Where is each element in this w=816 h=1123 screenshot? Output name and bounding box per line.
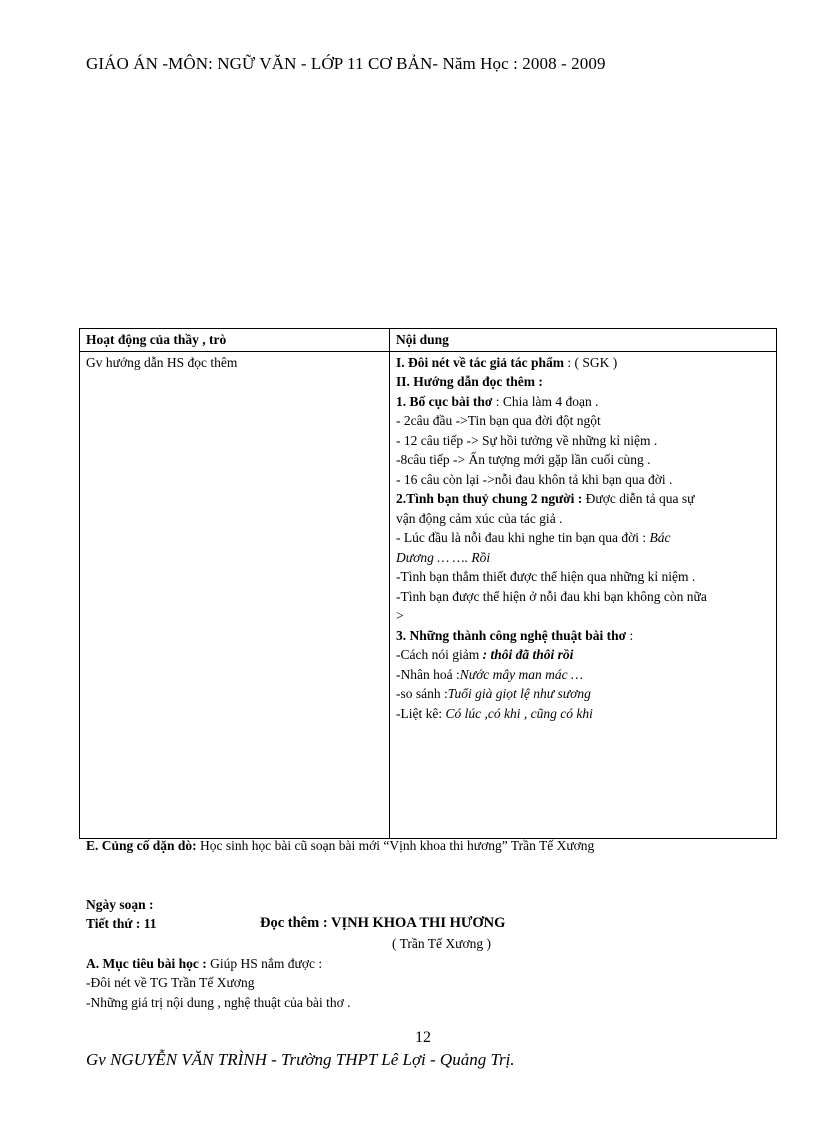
content-header: Nội dung bbox=[390, 329, 777, 352]
document-footer: Gv NGUYỄN VĂN TRÌNH - Trường THPT Lê Lợi - Quảng Trị. bbox=[86, 1050, 515, 1069]
teacher-activity-header: Hoạt động của thầy , trò bbox=[80, 329, 390, 352]
prep-date-label: Ngày soạn : bbox=[86, 897, 154, 912]
teacher-activity-cell: Gv hướng dẫn HS đọc thêm bbox=[80, 351, 390, 838]
content-cell bbox=[390, 351, 777, 838]
content-line: vận động cảm xúc của tác giả . bbox=[396, 510, 563, 526]
content-line: > bbox=[396, 608, 404, 623]
page-number: 12 bbox=[415, 1029, 431, 1046]
content-line: -Nhân hoá :Nước mây man mác … bbox=[396, 666, 584, 682]
period-label: Tiết thứ : 11 bbox=[86, 916, 157, 931]
content-line: -8câu tiếp -> Ấn tượng mới gặp lần cuối cùng . bbox=[396, 452, 651, 467]
content-line: -Cách nói giảm : thôi đã thôi rồi bbox=[396, 647, 574, 662]
lesson-title: Đọc thêm : VỊNH KHOA THI HƯƠNG bbox=[260, 915, 506, 931]
lesson-author: ( Trần Tế Xương ) bbox=[392, 936, 491, 951]
content-line: -so sánh :Tuổi già giọt lệ như sương bbox=[396, 686, 591, 701]
content-line: I. Đôi nét về tác giả tác phẩm : ( SGK ) bbox=[396, 354, 618, 370]
content-line: - 2câu đầu ->Tin bạn qua đời đột ngột bbox=[396, 413, 601, 428]
objective-item: -Những giá trị nội dung , nghệ thuật của bài thơ . bbox=[86, 995, 351, 1010]
content-line: 3. Những thành công nghệ thuật bài thơ : bbox=[396, 627, 634, 643]
content-line: - Lúc đầu là nỗi đau khi nghe tin bạn qua đời : Bác bbox=[396, 530, 671, 545]
table-row bbox=[80, 351, 777, 838]
document-header: GIÁO ÁN -MÔN: NGỮ VĂN - LỚP 11 CƠ BẢN- Năm Học : 2008 - 2009 bbox=[86, 54, 606, 73]
content-line: 1. Bố cục bài thơ : Chia làm 4 đoạn . bbox=[396, 393, 599, 409]
content-line: -Liệt kê: Có lúc ,có khi , cũng có khi bbox=[396, 705, 593, 721]
content-line: II. Hướng dẫn đọc thêm : bbox=[396, 374, 543, 389]
lesson-table bbox=[79, 328, 777, 839]
content-line: -Tình bạn thắm thiết được thể hiện qua những kỉ niệm . bbox=[396, 569, 696, 584]
table-header-row bbox=[80, 329, 777, 352]
objectives-heading: A. Mục tiêu bài học : Giúp HS nắm được : bbox=[86, 956, 323, 971]
content-line: - 12 câu tiếp -> Sự hồi tưởng về những kỉ niệm . bbox=[396, 432, 658, 448]
content-line: Dương … …. Rồi bbox=[396, 549, 491, 565]
content-line: 2.Tình bạn thuỷ chung 2 người : Được diễn tả qua sự bbox=[396, 491, 695, 506]
objective-item: -Đôi nét về TG Trần Tế Xương bbox=[86, 975, 255, 990]
content-line: -Tình bạn được thể hiện ở nỗi đau khi bạn không còn nữa bbox=[396, 588, 707, 604]
review-assignment: E. Củng cố dặn dò: Học sinh học bài cũ soạn bài mới “Vịnh khoa thi hương” Trần Tế Xương bbox=[86, 838, 595, 853]
content-line: - 16 câu còn lại ->nỗi đau khôn tả khi bạn qua đời . bbox=[396, 471, 673, 487]
